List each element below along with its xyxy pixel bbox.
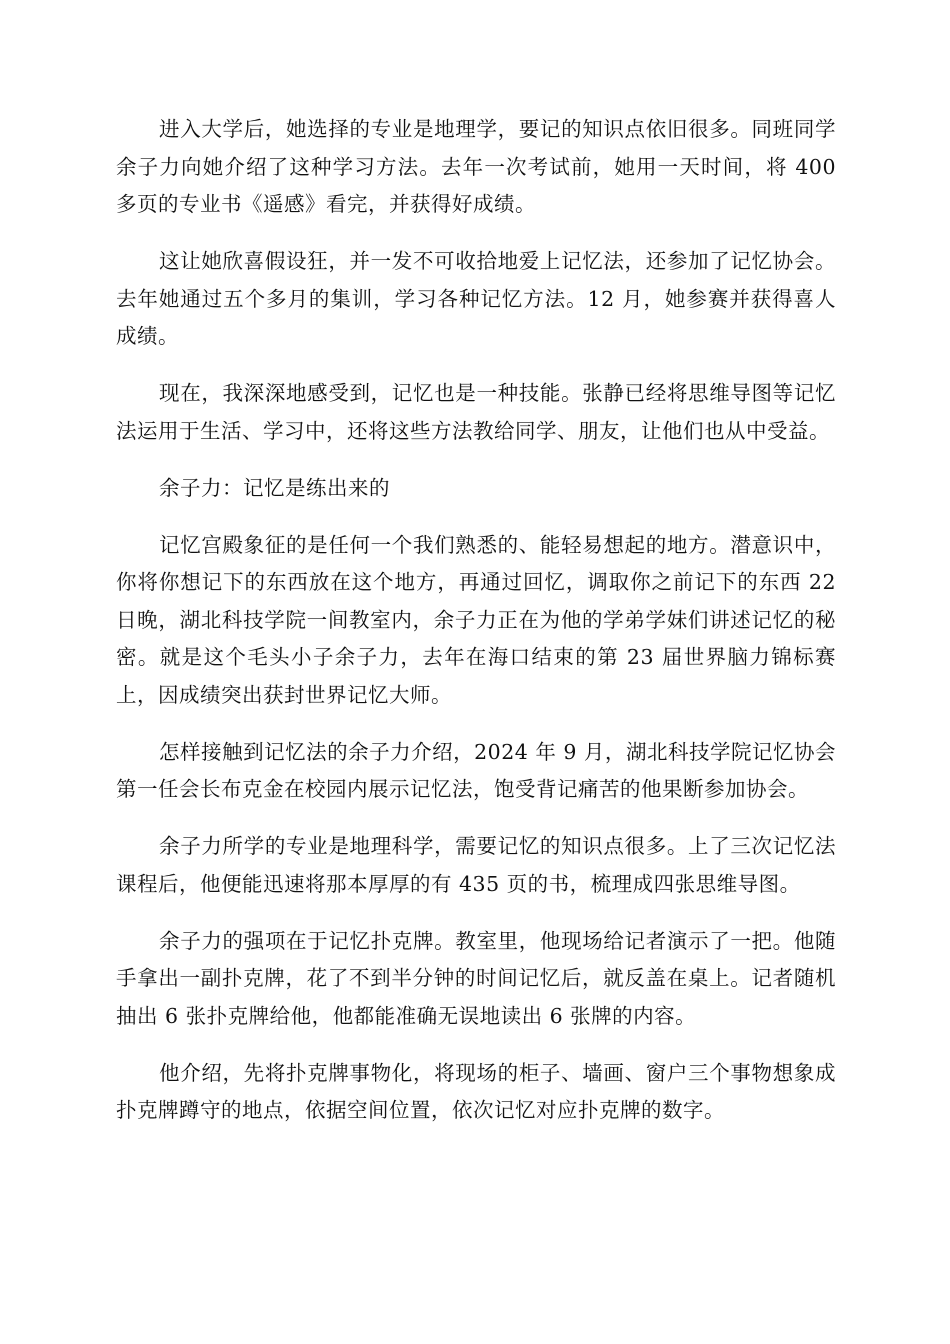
- paragraph-3: 现在，我深深地感受到，记忆也是一种技能。张静已经将思维导图等记忆法运用于生活、学习中，还将这些方法教给同学、朋友，让他们也从中受益。: [116, 381, 836, 443]
- paragraph-7: 余子力所学的专业是地理科学，需要记忆的知识点很多。上了三次记忆法课程后，他便能迅速将那本厚厚的有 435 页的书，梳理成四张思维导图。: [116, 834, 836, 896]
- paragraph-9: 他介绍，先将扑克牌事物化，将现场的柜子、墙画、窗户三个事物想象成扑克牌蹲守的地点，依据空间位置，依次记忆对应扑克牌的数字。: [116, 1060, 836, 1122]
- paragraph-6: 怎样接触到记忆法的余子力介绍，2024 年 9 月，湖北科技学院记忆协会第一任会长布克金在校园内展示记忆法，饱受背记痛苦的他果断参加协会。: [116, 739, 836, 801]
- paragraph-1: 进入大学后，她选择的专业是地理学，要记的知识点依旧很多。同班同学余子力向她介绍了这种学习方法。去年一次考试前，她用一天时间，将 400 多页的专业书《遥感》看完，并获得好成绩。: [116, 117, 836, 216]
- document-body: [116, 111, 836, 1149]
- section-heading: 余子力：记忆是练出来的: [159, 475, 391, 500]
- paragraph-8: 余子力的强项在于记忆扑克牌。教室里，他现场给记者演示了一把。他随手拿出一副扑克牌，花了不到半分钟的时间记忆后，就反盖在桌上。记者随机抽出 6 张扑克牌给他，他都能准确无误地读出 6 张牌的内容。: [116, 928, 836, 1028]
- paragraph-2: 这让她欣喜假设狂，并一发不可收拾地爱上记忆法，还参加了记忆协会。去年她通过五个多月的集训，学习各种记忆方法。12 月，她参赛并获得喜人成绩。: [116, 249, 836, 348]
- paragraph-5: 记忆宫殿象征的是任何一个我们熟悉的、能轻易想起的地方。潜意识中，你将你想记下的东西放在这个地方，再通过回忆，调取你之前记下的东西 22 日晚，湖北科技学院一间教室内，余子力正在为他的学弟学妹们讲述记忆的秘密。就是这个毛头小子余子力，去年在海口结束的第 23 届世界脑力锦标赛上，因成绩突出获封世界记忆大师。: [116, 532, 836, 707]
